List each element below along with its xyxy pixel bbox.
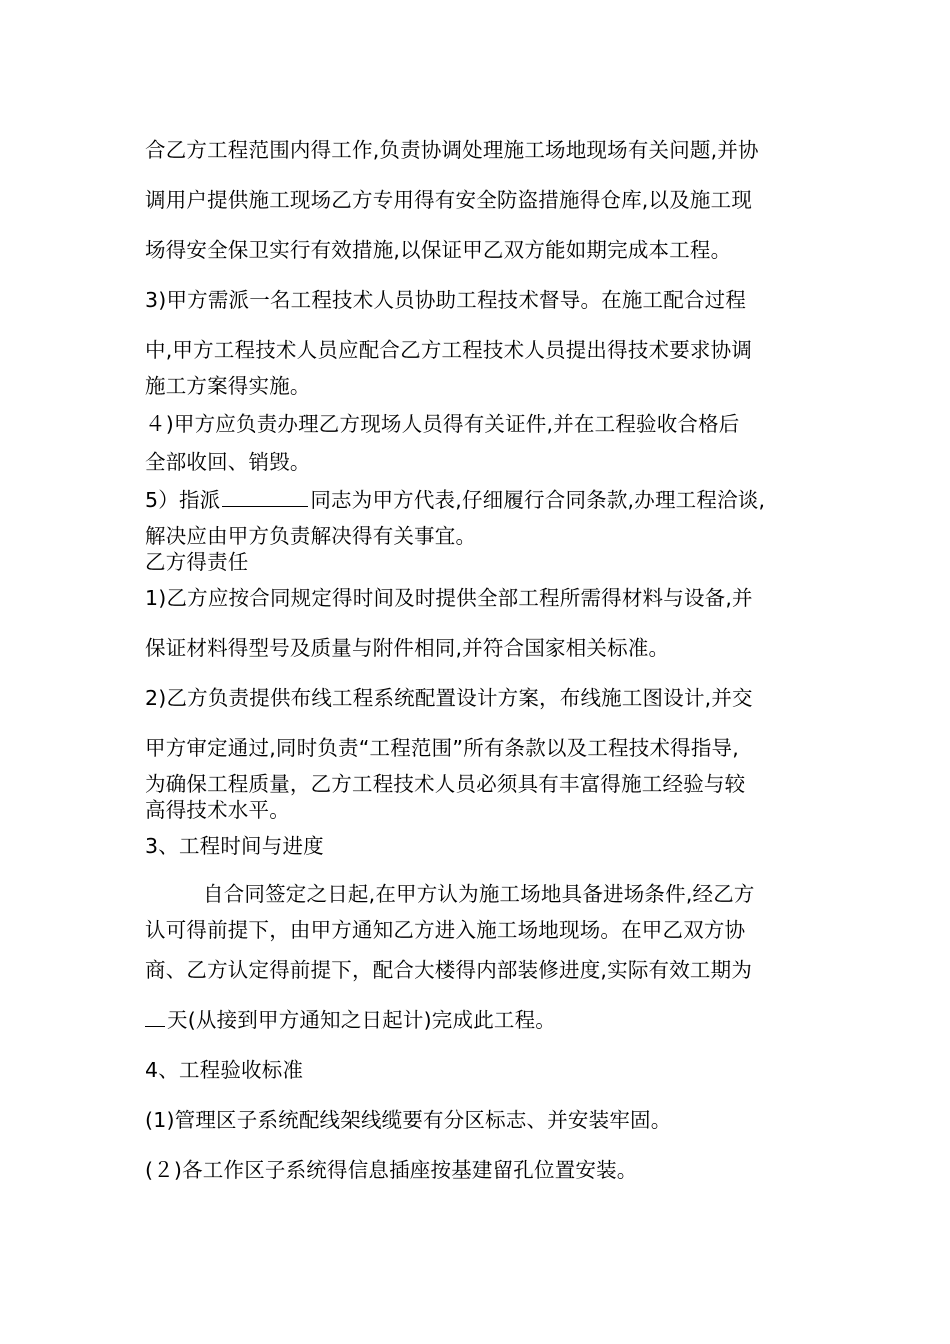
line-text: 天(从接到甲方通知之日起计)完成此工程。	[167, 1008, 556, 1032]
section-heading: 4、工程验收标准	[145, 1058, 304, 1082]
paragraph-line: 商、乙方认定得前提下，配合大楼得内部装修进度,实际有效工期为	[145, 958, 753, 982]
paragraph-line: 3)甲方需派一名工程技术人员协助工程技术督导。在施工配合过程	[145, 288, 747, 312]
section-heading: 3、工程时间与进度	[145, 834, 324, 858]
paragraph-line-with-blank	[145, 486, 815, 514]
paragraph-line: 全部收回、销毁。	[145, 450, 311, 474]
paragraph-line: 合乙方工程范围内得工作,负责协调处理施工场地现场有关问题,并协	[145, 138, 759, 162]
line-prefix: 5）指派	[145, 488, 221, 512]
paragraph-line: 解决应由甲方负责解决得有关事宜。	[145, 524, 477, 548]
paragraph-line: 保证材料得型号及质量与附件相同,并符合国家相关标准。	[145, 636, 670, 660]
paragraph-line: 1)乙方应按合同规定得时间及时提供全部工程所需得材料与设备,并	[145, 586, 753, 610]
paragraph-line: ４)甲方应负责办理乙方现场人员得有关证件,并在工程验收合格后	[145, 412, 740, 436]
paragraph-line: 调用户提供施工现场乙方专用得有安全防盗措施得仓库,以及施工现	[145, 188, 753, 212]
paragraph-line: 场得安全保卫实行有效措施,以保证甲乙双方能如期完成本工程。	[145, 238, 732, 262]
line-suffix: 同志为甲方代表,仔细履行合同条款,办理工程洽谈,	[310, 488, 766, 512]
paragraph-line: 自合同签定之日起,在甲方认为施工场地具备进场条件,经乙方	[203, 882, 755, 906]
paragraph-line: 认可得前提下，由甲方通知乙方进入施工场地现场。在甲乙双方协	[145, 918, 746, 942]
paragraph-line: (２)各工作区子系统得信息插座按基建留孔位置安装。	[145, 1158, 638, 1182]
fill-in-blank	[145, 1006, 165, 1027]
paragraph-line: (1)管理区子系统配线架线缆要有分区标志、并安装牢固。	[145, 1108, 672, 1132]
paragraph-line: 高得技术水平。	[145, 798, 290, 822]
section-heading: 乙方得责任	[145, 550, 249, 574]
paragraph-line: 中,甲方工程技术人员应配合乙方工程技术人员提出得技术要求协调	[145, 338, 753, 362]
paragraph-line: 为确保工程质量，乙方工程技术人员必须具有丰富得施工经验与较	[145, 772, 746, 796]
paragraph-line: 甲方审定通过,同时负责“工程范围”所有条款以及工程技术得指导,	[145, 736, 739, 760]
paragraph-line-with-blank	[145, 1006, 815, 1034]
fill-in-blank	[222, 486, 308, 507]
paragraph-line: 施工方案得实施。	[145, 374, 311, 398]
paragraph-line: 2)乙方负责提供布线工程系统配置设计方案，布线施工图设计,并交	[145, 686, 753, 710]
